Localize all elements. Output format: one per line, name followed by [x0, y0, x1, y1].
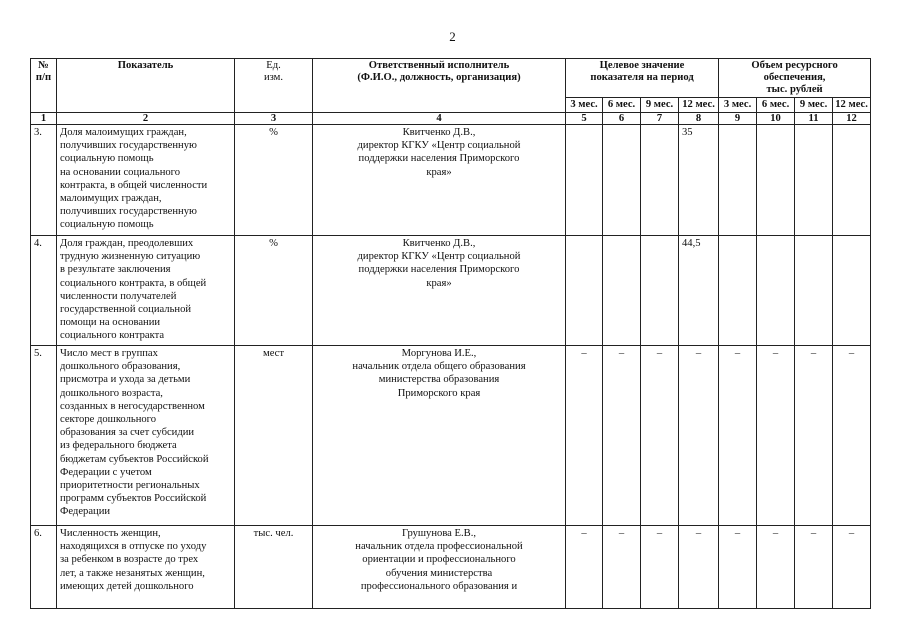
period-header: 9 мес.	[795, 98, 833, 113]
target-value: –	[679, 346, 719, 526]
column-number: 2	[57, 113, 235, 125]
period-header: 12 мес.	[833, 98, 871, 113]
period-header: 3 мес.	[566, 98, 603, 113]
column-number: 6	[603, 113, 641, 125]
period-header: 12 мес.	[679, 98, 719, 113]
resource-value	[757, 125, 795, 236]
resource-value	[833, 125, 871, 236]
header-col-indicator: Показатель	[57, 59, 235, 113]
resource-value	[795, 125, 833, 236]
column-number: 9	[719, 113, 757, 125]
target-value: 35	[679, 125, 719, 236]
unit: тыс. чел.	[235, 526, 313, 609]
resource-value: –	[833, 526, 871, 609]
target-value: –	[679, 526, 719, 609]
resource-value	[795, 236, 833, 346]
resource-value: –	[833, 346, 871, 526]
header-col-no: № п/п	[31, 59, 57, 113]
table-row	[31, 346, 871, 526]
header-row-1	[31, 59, 871, 98]
row-number: 5.	[31, 346, 57, 526]
unit: %	[235, 236, 313, 346]
header-col-responsible: Ответственный исполнитель (Ф.И.О., должность, организация)	[313, 59, 566, 113]
resource-value	[757, 236, 795, 346]
indicators-table	[30, 58, 871, 609]
column-number: 1	[31, 113, 57, 125]
period-header: 3 мес.	[719, 98, 757, 113]
row-number: 3.	[31, 125, 57, 236]
table-row	[31, 526, 871, 609]
resource-value	[719, 125, 757, 236]
table-row	[31, 125, 871, 236]
target-value: –	[566, 526, 603, 609]
row-number: 6.	[31, 526, 57, 609]
target-value	[566, 125, 603, 236]
indicator-text: Доля граждан, преодолевших трудную жизненную ситуацию в результате заключения социального контракта, в общей численности получателей государственной социальной помощи на основании социального контракта	[57, 236, 235, 346]
header-target-group: Целевое значение показателя на период	[566, 59, 719, 98]
responsible-person: Квитченко Д.В., директор КГКУ «Центр социальной поддержки населения Приморского края»	[313, 236, 566, 346]
indicator-text: Число мест в группах дошкольного образования, присмотра и ухода за детьми дошкольного возраста, созданных в негосударственном секторе дошкольного образования за счет субсидии из федерального бюджета бюджетам субъектов Российской Федерации с учетом приоритетности региональных программ субъектов Российской Федерации	[57, 346, 235, 526]
column-number: 12	[833, 113, 871, 125]
resource-value: –	[757, 526, 795, 609]
column-number: 8	[679, 113, 719, 125]
column-number: 11	[795, 113, 833, 125]
indicator-text: Численность женщин, находящихся в отпуске по уходу за ребенком в возрасте до трех лет, а также незанятых женщин, имеющих детей дошкольного	[57, 526, 235, 609]
target-value: –	[566, 346, 603, 526]
resource-value: –	[719, 346, 757, 526]
target-value	[641, 236, 679, 346]
target-value: 44,5	[679, 236, 719, 346]
period-header: 6 мес.	[757, 98, 795, 113]
responsible-person: Грушунова Е.В., начальник отдела профессиональной ориентации и профессионального обучения министерства профессионального образования и	[313, 526, 566, 609]
unit: мест	[235, 346, 313, 526]
column-number: 4	[313, 113, 566, 125]
column-number: 3	[235, 113, 313, 125]
target-value: –	[603, 346, 641, 526]
unit: %	[235, 125, 313, 236]
resource-value	[833, 236, 871, 346]
target-value: –	[641, 526, 679, 609]
indicator-text: Доля малоимущих граждан, получивших государственную социальную помощь на основании социального контракта, в общей численности малоимущих граждан, получивших государственную социальную помощь	[57, 125, 235, 236]
resource-value: –	[757, 346, 795, 526]
page-number: 2	[449, 29, 456, 44]
column-numbers-row	[31, 113, 871, 125]
responsible-person: Моргунова И.Е., начальник отдела общего образования министерства образования Приморского края	[313, 346, 566, 526]
responsible-person: Квитченко Д.В., директор КГКУ «Центр социальной поддержки населения Приморского края»	[313, 125, 566, 236]
column-number: 5	[566, 113, 603, 125]
period-header: 9 мес.	[641, 98, 679, 113]
header-col-unit: Ед. изм.	[235, 59, 313, 113]
target-value: –	[603, 526, 641, 609]
resource-value	[719, 236, 757, 346]
column-number: 10	[757, 113, 795, 125]
target-value	[603, 125, 641, 236]
row-number: 4.	[31, 236, 57, 346]
target-value: –	[641, 346, 679, 526]
target-value	[603, 236, 641, 346]
resource-value: –	[795, 526, 833, 609]
resource-value: –	[795, 346, 833, 526]
target-value	[566, 236, 603, 346]
period-header: 6 мес.	[603, 98, 641, 113]
target-value	[641, 125, 679, 236]
resource-value: –	[719, 526, 757, 609]
table-row	[31, 236, 871, 346]
header-resource-group: Объем ресурсного обеспечения, тыс. рублей	[719, 59, 871, 98]
column-number: 7	[641, 113, 679, 125]
